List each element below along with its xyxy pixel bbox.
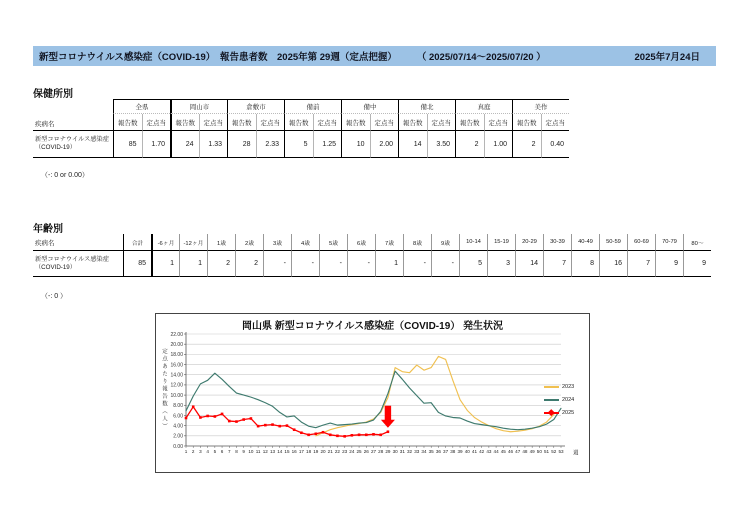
x-tick-label: 44 bbox=[493, 449, 499, 454]
report-count-cell: 28 bbox=[227, 131, 256, 158]
legend-label-2023: 2023 bbox=[562, 383, 575, 390]
x-tick-label: 46 bbox=[507, 449, 514, 454]
report-title: 新型コロナウイルス感染症（COVID-19） 報告患者数 2025年第 29週（定点把握） bbox=[39, 52, 397, 63]
x-tick-label: 36 bbox=[435, 449, 441, 454]
y-tick-label: 18.00 bbox=[170, 352, 183, 359]
report-count-cell: 2 bbox=[455, 131, 484, 158]
legend-item-2025 bbox=[544, 406, 574, 419]
data-point-2025 bbox=[372, 433, 375, 436]
x-tick-label: 12 bbox=[262, 449, 268, 454]
age-header-cell: 50-59 bbox=[599, 234, 627, 251]
x-tick-label: 10 bbox=[248, 449, 254, 454]
x-tick-label: 19 bbox=[313, 449, 319, 454]
x-tick-label: 48 bbox=[522, 449, 528, 454]
per-sentinel-cell: 1.00 bbox=[484, 131, 513, 158]
x-tick-label: 13 bbox=[269, 449, 276, 454]
x-tick-label: 41 bbox=[471, 449, 478, 454]
legend-item-2024 bbox=[544, 393, 574, 406]
sub-header-cell: 報告数 bbox=[398, 114, 427, 131]
x-tick-label: 31 bbox=[399, 449, 405, 454]
per-sentinel-cell: 2.33 bbox=[256, 131, 285, 158]
legend-marker-2025 bbox=[548, 409, 554, 415]
data-point-2025 bbox=[358, 434, 361, 437]
age-value-cell: - bbox=[431, 251, 459, 277]
sub-header-cell: 定点当 bbox=[199, 114, 228, 131]
age-header-cell: 70-79 bbox=[655, 234, 683, 251]
age-value-cell: 5 bbox=[459, 251, 487, 277]
data-point-2025 bbox=[214, 415, 217, 418]
x-tick-label: 52 bbox=[551, 449, 557, 454]
disease-col-header: 疾病名 bbox=[33, 234, 123, 251]
x-tick-label: 34 bbox=[421, 449, 427, 454]
data-point-2025 bbox=[257, 425, 260, 428]
sub-header-cell: 報告数 bbox=[227, 114, 256, 131]
chart bbox=[155, 313, 590, 473]
data-point-2025 bbox=[192, 406, 195, 409]
data-point-2025 bbox=[329, 434, 332, 437]
legend-line-2023 bbox=[544, 386, 559, 388]
age-header-cell: 20-29 bbox=[515, 234, 543, 251]
health-center-table bbox=[33, 99, 569, 158]
legend-label-2024: 2024 bbox=[562, 396, 575, 403]
current-week-arrow-icon bbox=[381, 406, 395, 428]
x-tick-label: 27 bbox=[370, 449, 377, 454]
sub-header-cell: 定点当 bbox=[370, 114, 399, 131]
sub-header-cell: 定点当 bbox=[142, 114, 171, 131]
age-header-cell: 10-14 bbox=[459, 234, 487, 251]
table-note-health-center: （-: 0 or 0.00） bbox=[41, 172, 89, 179]
x-tick-label: 50 bbox=[536, 449, 542, 454]
chart-y-axis-label: 定点あたり報告数（人） bbox=[161, 348, 167, 431]
age-value-cell: 3 bbox=[487, 251, 515, 277]
x-tick-label: 21 bbox=[327, 449, 333, 454]
per-sentinel-cell: 3.50 bbox=[427, 131, 456, 158]
y-tick-label: 22.00 bbox=[170, 331, 183, 338]
table-note-age: （-: 0 ） bbox=[41, 293, 68, 300]
age-value-cell: 9 bbox=[655, 251, 683, 277]
x-tick-label: 9 bbox=[242, 449, 245, 454]
x-tick-label: 11 bbox=[255, 449, 261, 454]
data-point-2025 bbox=[322, 431, 325, 434]
data-point-2025 bbox=[250, 417, 253, 420]
data-point-2025 bbox=[336, 435, 339, 438]
age-header-cell: -12ヶ月 bbox=[179, 234, 207, 251]
age-header-cell: 合計 bbox=[123, 234, 151, 251]
per-sentinel-cell: 1.25 bbox=[313, 131, 342, 158]
data-point-2025 bbox=[351, 434, 354, 437]
x-tick-label: 38 bbox=[450, 449, 456, 454]
age-value-cell: 1 bbox=[375, 251, 403, 277]
data-point-2025 bbox=[235, 420, 238, 423]
y-tick-label: 10.00 bbox=[170, 392, 183, 399]
x-tick-label: 20 bbox=[320, 449, 326, 454]
x-tick-label: 29 bbox=[385, 449, 391, 454]
report-count-cell: 2 bbox=[512, 131, 541, 158]
y-tick-label: 4.00 bbox=[173, 423, 183, 430]
sub-header-cell: 定点当 bbox=[541, 114, 570, 131]
disease-name-cell: 新型コロナウイルス感染症 （COVID-19） bbox=[33, 131, 113, 158]
age-value-cell: 85 bbox=[123, 251, 151, 277]
x-tick-label: 1 bbox=[184, 449, 188, 454]
sub-header-cell: 定点当 bbox=[313, 114, 342, 131]
data-point-2025 bbox=[307, 434, 310, 437]
region-header-cell: 岡山市 bbox=[170, 99, 227, 114]
x-tick-label: 6 bbox=[220, 449, 224, 454]
data-point-2025 bbox=[271, 423, 274, 426]
y-tick-label: 14.00 bbox=[170, 372, 183, 379]
region-header-cell: 美作 bbox=[512, 99, 569, 114]
age-header-cell: 9歳 bbox=[431, 234, 459, 251]
series-line-2024 bbox=[186, 371, 561, 430]
data-point-2025 bbox=[278, 425, 281, 428]
sub-header-cell: 定点当 bbox=[256, 114, 285, 131]
data-point-2025 bbox=[379, 434, 382, 437]
data-point-2025 bbox=[293, 428, 296, 431]
age-header-cell: 7歳 bbox=[375, 234, 403, 251]
sub-header-cell: 報告数 bbox=[512, 114, 541, 131]
age-value-cell: 16 bbox=[599, 251, 627, 277]
region-header-cell: 備北 bbox=[398, 99, 455, 114]
x-tick-label: 8 bbox=[235, 449, 238, 454]
disease-name-cell: 新型コロナウイルス感染症 （COVID-19） bbox=[33, 251, 123, 277]
age-value-cell: 9 bbox=[683, 251, 711, 277]
report-count-cell: 5 bbox=[284, 131, 313, 158]
age-value-cell: 14 bbox=[515, 251, 543, 277]
legend-item-2023 bbox=[544, 380, 574, 393]
data-point-2025 bbox=[315, 432, 318, 435]
age-header-cell: 40-49 bbox=[571, 234, 599, 251]
x-tick-label: 33 bbox=[414, 449, 420, 454]
age-header-cell: 6歳 bbox=[347, 234, 375, 251]
x-tick-label: 24 bbox=[349, 449, 355, 454]
report-count-cell: 24 bbox=[170, 131, 199, 158]
sub-header-cell: 報告数 bbox=[284, 114, 313, 131]
x-tick-label: 5 bbox=[213, 449, 217, 454]
per-sentinel-cell: 1.33 bbox=[199, 131, 228, 158]
x-tick-label: 32 bbox=[406, 449, 413, 454]
report-period: （ 2025/07/14～2025/07/20 ） bbox=[416, 52, 546, 63]
x-tick-label: 4 bbox=[206, 449, 209, 454]
age-header-cell: 4歳 bbox=[291, 234, 319, 251]
age-value-cell: 2 bbox=[207, 251, 235, 277]
x-tick-label: 14 bbox=[277, 449, 283, 454]
age-header-cell: 80～ bbox=[683, 234, 711, 251]
age-value-cell: - bbox=[347, 251, 375, 277]
report-header-bar bbox=[33, 46, 716, 66]
data-point-2025 bbox=[199, 416, 202, 419]
x-tick-label: 40 bbox=[464, 449, 470, 454]
age-value-cell: 7 bbox=[627, 251, 655, 277]
x-tick-label: 18 bbox=[306, 449, 312, 454]
age-table bbox=[33, 234, 711, 277]
y-tick-label: 16.00 bbox=[170, 362, 183, 369]
per-sentinel-cell: 2.00 bbox=[370, 131, 399, 158]
x-tick-label: 43 bbox=[486, 449, 492, 454]
chart-svg bbox=[156, 314, 589, 472]
region-header-cell: 真庭 bbox=[455, 99, 512, 114]
data-point-2025 bbox=[242, 418, 245, 421]
age-header-cell: 60-69 bbox=[627, 234, 655, 251]
data-point-2025 bbox=[300, 431, 303, 434]
data-point-2025 bbox=[343, 435, 346, 438]
sub-header-cell: 報告数 bbox=[170, 114, 199, 131]
y-tick-label: 2.00 bbox=[173, 433, 183, 440]
sub-header-cell: 報告数 bbox=[341, 114, 370, 131]
x-tick-label: 7 bbox=[227, 449, 231, 454]
age-value-cell: - bbox=[403, 251, 431, 277]
report-date: 2025年7月24日 bbox=[634, 52, 700, 63]
data-point-2025 bbox=[286, 424, 289, 427]
age-header-cell: -6ヶ月 bbox=[151, 234, 179, 251]
chart-title: 岡山県 新型コロナウイルス感染症（COVID-19） 発生状況 bbox=[241, 321, 504, 332]
x-tick-label: 22 bbox=[334, 449, 341, 454]
x-tick-label: 2 bbox=[191, 449, 195, 454]
x-tick-label: 17 bbox=[298, 449, 304, 454]
data-point-2025 bbox=[221, 413, 224, 416]
age-header-cell: 2歳 bbox=[235, 234, 263, 251]
series-line-2025 bbox=[186, 407, 388, 437]
x-tick-label: 25 bbox=[356, 449, 362, 454]
section-label-age: 年齢別 bbox=[33, 224, 63, 235]
x-tick-label: 42 bbox=[479, 449, 485, 454]
x-tick-label: 47 bbox=[515, 449, 521, 454]
x-tick-label: 16 bbox=[291, 449, 297, 454]
data-point-2025 bbox=[206, 415, 209, 418]
age-header-cell: 3歳 bbox=[263, 234, 291, 251]
legend-label-2025: 2025 bbox=[562, 409, 575, 416]
data-point-2025 bbox=[185, 417, 188, 420]
y-tick-label: 20.00 bbox=[170, 341, 183, 348]
x-tick-label: 26 bbox=[363, 449, 369, 454]
region-header-cell: 備前 bbox=[284, 99, 341, 114]
per-sentinel-cell: 0.40 bbox=[541, 131, 570, 158]
sub-header-cell: 定点当 bbox=[427, 114, 456, 131]
x-tick-label: 39 bbox=[457, 449, 463, 454]
y-tick-label: 8.00 bbox=[173, 403, 183, 410]
region-header-cell: 備中 bbox=[341, 99, 398, 114]
x-tick-label: 23 bbox=[342, 449, 348, 454]
x-tick-label: 15 bbox=[284, 449, 290, 454]
x-tick-label: 30 bbox=[392, 449, 398, 454]
age-value-cell: 7 bbox=[543, 251, 571, 277]
age-header-cell: 1歳 bbox=[207, 234, 235, 251]
sub-header-cell: 定点当 bbox=[484, 114, 513, 131]
age-value-cell: - bbox=[319, 251, 347, 277]
legend-line-2024 bbox=[544, 399, 559, 401]
age-value-cell: 1 bbox=[179, 251, 207, 277]
x-tick-label: 53 bbox=[558, 449, 564, 454]
x-tick-label: 35 bbox=[428, 449, 434, 454]
x-tick-label: 51 bbox=[544, 449, 550, 454]
x-tick-label: 37 bbox=[443, 449, 449, 454]
age-value-cell: - bbox=[263, 251, 291, 277]
age-value-cell: 8 bbox=[571, 251, 599, 277]
region-header-cell: 全県 bbox=[113, 99, 170, 114]
age-value-cell: 2 bbox=[235, 251, 263, 277]
y-tick-label: 12.00 bbox=[170, 382, 183, 389]
sub-header-cell: 報告数 bbox=[113, 114, 142, 131]
x-tick-label: 45 bbox=[500, 449, 506, 454]
data-point-2025 bbox=[228, 420, 231, 423]
age-header-cell: 15-19 bbox=[487, 234, 515, 251]
disease-col-header: 疾病名 bbox=[33, 99, 113, 131]
age-value-cell: 1 bbox=[151, 251, 179, 277]
data-point-2025 bbox=[387, 430, 390, 433]
x-tick-label: 28 bbox=[378, 449, 384, 454]
y-tick-label: 0.00 bbox=[173, 443, 183, 450]
per-sentinel-cell: 1.70 bbox=[142, 131, 171, 158]
region-header-cell: 倉敷市 bbox=[227, 99, 284, 114]
report-count-cell: 85 bbox=[113, 131, 142, 158]
legend-line-2025 bbox=[544, 412, 559, 414]
chart-legend bbox=[544, 380, 574, 419]
age-header-cell: 5歳 bbox=[319, 234, 347, 251]
x-tick-label: 3 bbox=[199, 449, 202, 454]
report-count-cell: 10 bbox=[341, 131, 370, 158]
x-axis-title: 週 bbox=[573, 450, 579, 457]
age-header-cell: 8歳 bbox=[403, 234, 431, 251]
x-tick-label: 49 bbox=[529, 449, 535, 454]
data-point-2025 bbox=[264, 424, 267, 427]
sub-header-cell: 報告数 bbox=[455, 114, 484, 131]
data-point-2025 bbox=[365, 434, 368, 437]
y-tick-label: 6.00 bbox=[173, 413, 183, 420]
age-value-cell: - bbox=[291, 251, 319, 277]
report-count-cell: 14 bbox=[398, 131, 427, 158]
section-label-health-center: 保健所別 bbox=[33, 89, 73, 100]
age-header-cell: 30-39 bbox=[543, 234, 571, 251]
